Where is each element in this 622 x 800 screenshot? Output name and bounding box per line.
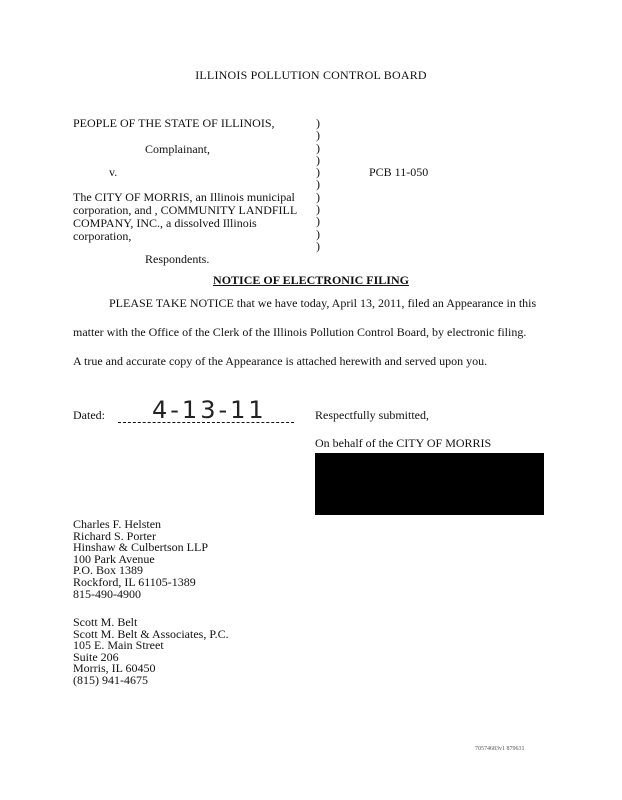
notice-title: NOTICE OF ELECTRONIC FILING xyxy=(213,273,409,287)
plaintiff-name: PEOPLE OF THE STATE OF ILLINOIS, xyxy=(73,116,275,130)
respectfully-submitted: Respectfully submitted, xyxy=(315,408,429,422)
address-line: Scott M. Belt xyxy=(73,615,138,629)
counsel-address-2 xyxy=(73,617,229,687)
document-code: 70574683v1 879631 xyxy=(475,746,525,752)
notice-paragraph-1: PLEASE TAKE NOTICE that we have today, April 13, 2011, filed an Appearance in this xyxy=(109,296,537,310)
dated-label: Dated: xyxy=(73,408,105,422)
caption-parentheses: ) ) ) ) ) ) ) ) ) ) ) xyxy=(316,116,320,253)
address-line: 815-490-4900 xyxy=(73,586,141,601)
notice-paragraph-3: A true and accurate copy of the Appearance is attached herewith and served upon you. xyxy=(73,354,488,368)
case-number: PCB 11-050 xyxy=(369,165,429,179)
address-line: Scott M. Belt & Associates, P.C. xyxy=(73,626,229,641)
versus-label: v. xyxy=(109,165,118,179)
board-title: ILLINOIS POLLUTION CONTROL BOARD xyxy=(195,68,427,82)
notice-paragraph-2: matter with the Office of the Clerk of the Illinois Pollution Control Board, by electronic filing. xyxy=(73,325,527,339)
address-line: Hinshaw & Culbertson LLP xyxy=(73,540,208,555)
address-line: (815) 941-4675 xyxy=(73,672,148,687)
case-caption xyxy=(73,117,313,266)
counsel-address-1 xyxy=(73,519,208,600)
defendant-line: COMPANY, INC., a dissolved Illinois xyxy=(73,216,257,230)
address-line: Morris, IL 60450 xyxy=(73,661,156,676)
redacted-signature-block xyxy=(315,453,544,515)
defendant-line: The CITY OF MORRIS, an Illinois municipal xyxy=(73,190,295,204)
respondents-label: Respondents. xyxy=(145,252,210,266)
defendant-line: corporation, xyxy=(73,229,132,243)
handwritten-date: 4-13-11 xyxy=(152,396,267,424)
complainant-label: Complainant, xyxy=(145,142,210,156)
address-line: Suite 206 xyxy=(73,649,119,664)
address-line: P.O. Box 1389 xyxy=(73,563,144,578)
address-line: Rockford, IL 61105-1389 xyxy=(73,574,196,589)
address-line: 100 Park Avenue xyxy=(73,551,155,566)
defendant-line: corporation, and , COMMUNITY LANDFILL xyxy=(73,203,298,217)
address-line: Richard S. Porter xyxy=(73,528,156,543)
address-line: 105 E. Main Street xyxy=(73,638,164,653)
on-behalf-of: On behalf of the CITY OF MORRIS xyxy=(315,436,492,450)
address-line: Charles F. Helsten xyxy=(73,517,162,531)
